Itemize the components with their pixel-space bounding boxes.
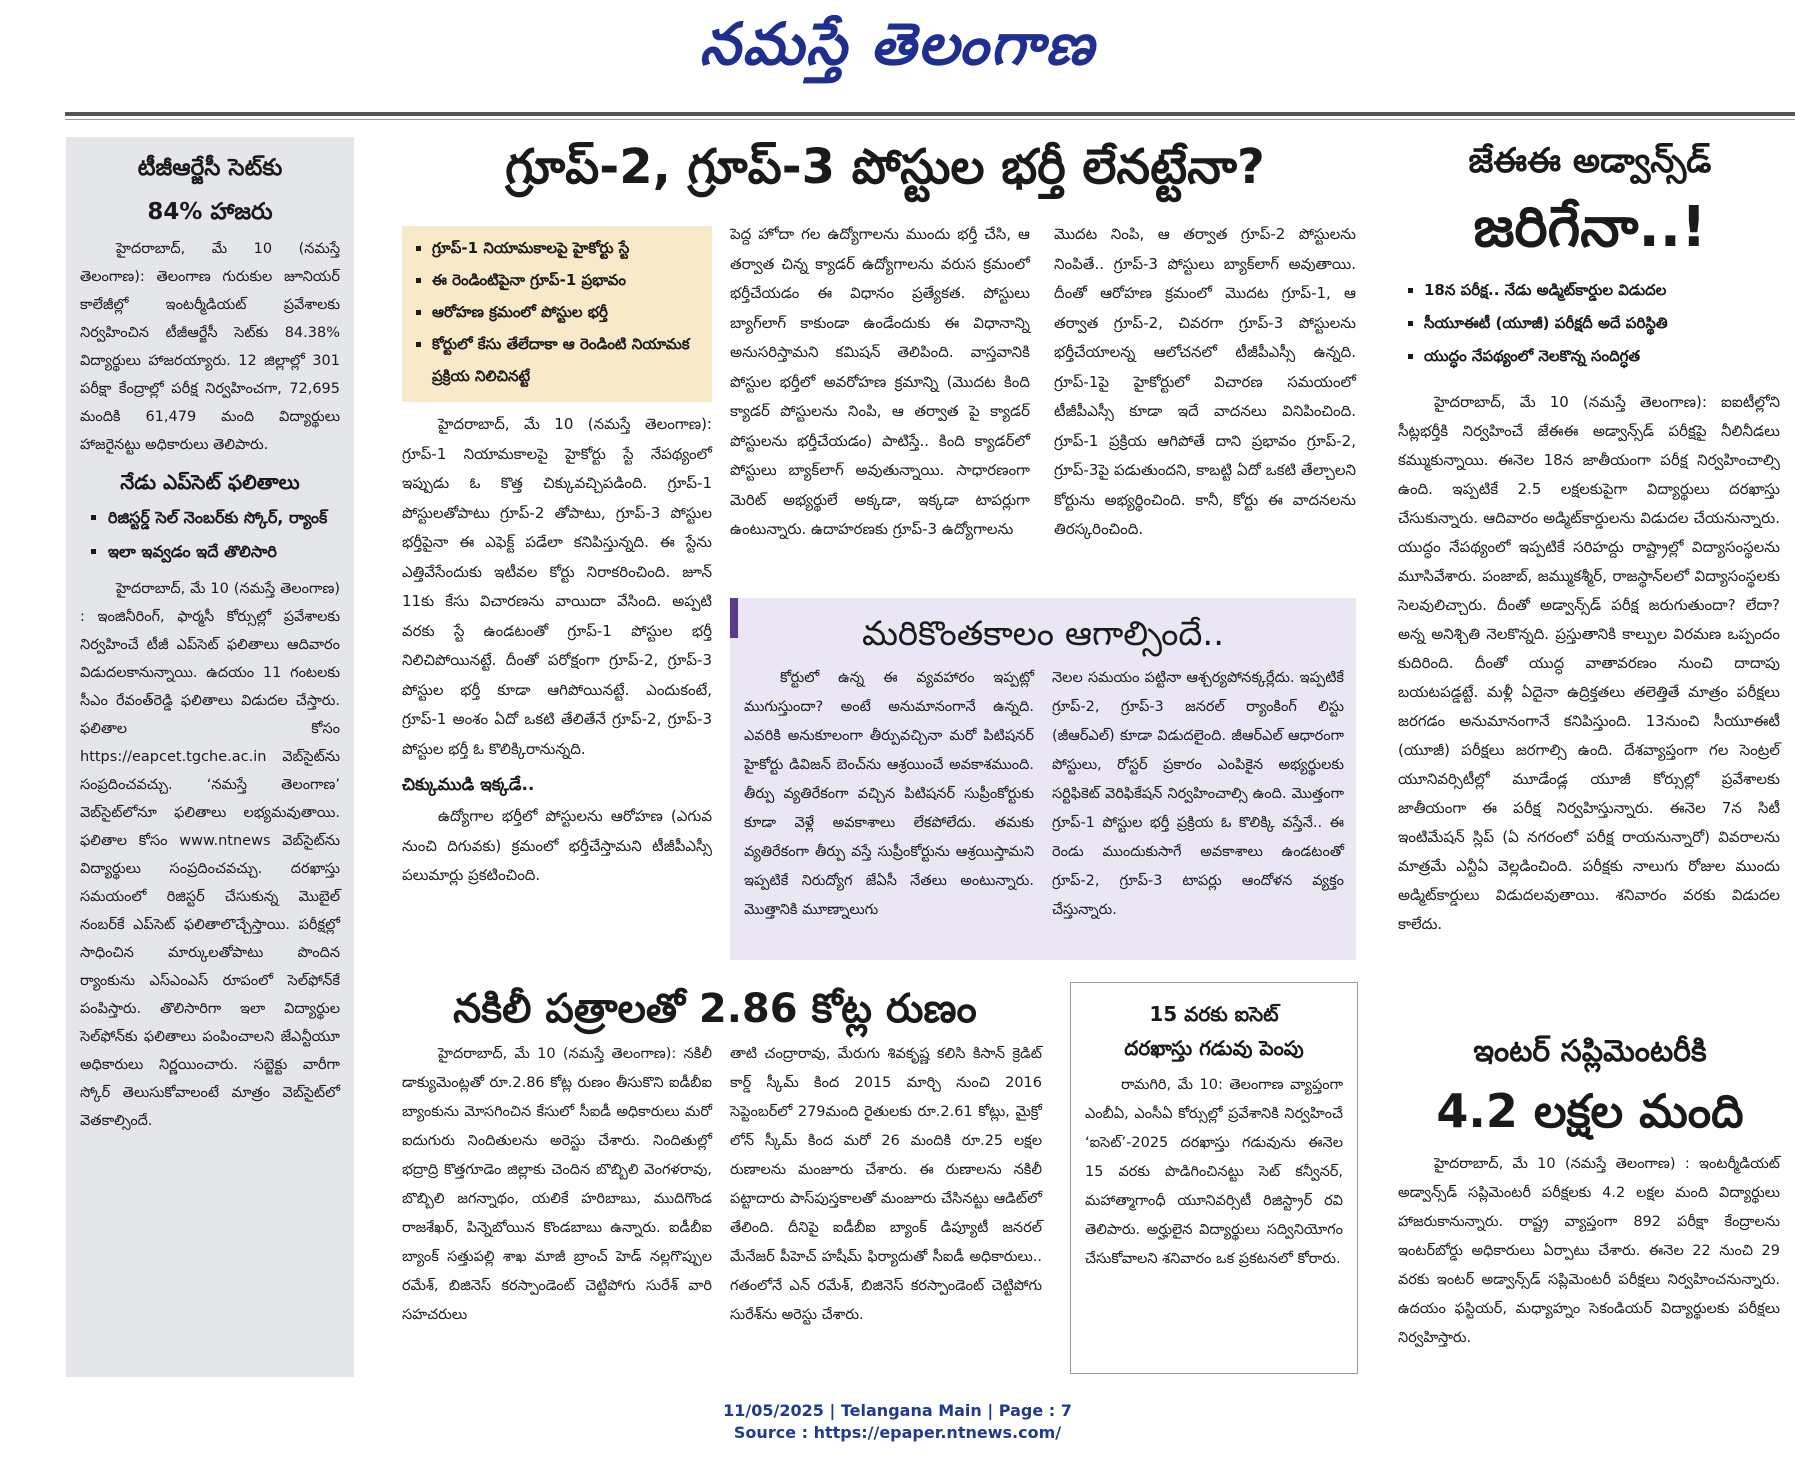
- jee-subheadline: జరిగేనా..!: [1473, 195, 1707, 260]
- loan-column-2: [730, 1040, 1042, 1334]
- sidebar-story1-body: హైదరాబాద్, మే 10 (నమస్తే తెలంగాణ): తెలంగాణ గురుకుల జూనియర్ కాలేజీల్లో ఇంటర్మీడియట్ ప్రవేశాలకు నిర్వహించిన టీజీఆర్జేసీ సెట్‌కు 84.38% విద్యార్థులు హాజరయ్యారు. 12 జిల్లాల్లో 301 పరీక్షా కేంద్రాల్లో పరీక్ష నిర్వహించగా, 72,695 మందికి 61,479 మంది విద్యార్థులు హాజరైనట్టు అధికారులు తెలిపారు.: [80, 241, 340, 453]
- main-column-1: [402, 410, 712, 895]
- sidebar-story2-bullets: [80, 501, 340, 569]
- box-headline: మరికొంతకాలం ఆగాల్సిందే..: [861, 614, 1225, 654]
- sidebar-panel: [66, 137, 354, 1377]
- inter-column: [1398, 1150, 1780, 1357]
- bullet-item: ▪ సీయూఈటీ (యూజీ) పరీక్షదీ అదే పరిస్థితి: [1424, 307, 1795, 340]
- loan-column-1: [402, 1040, 712, 1334]
- inter-body: హైదరాబాద్, మే 10 (నమస్తే తెలంగాణ) : ఇంటర్మీడియట్ అడ్వాన్స్‌డ్ సప్లిమెంటరీ పరీక్షలకు 4.2 లక్షల మంది విద్యార్థులు హాజరుకానున్నారు. రాష్ట్ర వ్యాప్తంగా 892 పరీక్షా కేంద్రాలను ఇంటర్‌బోర్డు అధికారులు ఏర్పాటు చేశారు. ఈనెల 22 నుంచి 29 వరకు ఇంటర్ అడ్వాన్స్‌డ్ సప్లిమెంటరీ పరీక్షలు నిర్వహించనున్నారు. ఉదయం ఫస్టియర్, మధ్యాహ్నం సెకండియర్ విద్యార్థులకు పరీక్షలు నిర్వహిస్తారు.: [1398, 1156, 1780, 1346]
- highlight-item: ▪ కోర్టులో కేసు తేలేదాకా ఆ రెండింటి నియామక ప్రక్రియ నిలిచినట్టే: [432, 328, 706, 392]
- bullet-item: ▪ ఇలా ఇవ్వడం ఇదే తొలిసారి: [108, 535, 340, 569]
- jee-headline: జేఈఈ అడ్వాన్స్‌డ్: [1468, 141, 1712, 181]
- main-column-3: [1054, 220, 1356, 549]
- jee-bullets: [1396, 274, 1795, 373]
- sidebar-story2-headline: నేడు ఎప్‌సెట్ ఫలితాలు: [120, 470, 300, 494]
- box-col2-body: నెలల సమయం పట్టినా ఆశ్చర్యపోనక్కర్లేదు. ఇప్పటికే గ్రూప్-2, గ్రూప్-3 జనరల్ ర్యాంకింగ్ లిస్టు (జీఆర్‌ఎల్) కూడా విడుదలైంది. జీఆర్‌ఎల్ ఆధారంగా పోస్టులు, రోస్టర్ ప్రకారం ఎంపికైన అభ్యర్థులకు సర్టిఫికెట్ వెరిఫికేషన్ నిర్వహించాల్సి ఉంది. మొత్తంగా గ్రూప్-1 పోస్టుల భర్తీ ప్రక్రియ ఓ కొలిక్కి వస్తేనే.. ఈ రెండు ముందుకుసాగే అవకాశాలు ఉండటంతో గ్రూప్-2, గ్రూప్-3 టాపర్లు ఆందోళన వ్యక్తం చేస్తున్నారు.: [1052, 670, 1344, 918]
- main-highlights-box: [402, 226, 712, 402]
- main-col3-body: మొదట నింపి, ఆ తర్వాత గ్రూప్-2 పోస్టులను నింపితే.. గ్రూప్-3 పోస్టులు బ్యాక్‌లాగ్ అవుతాయి. దీంతో ఆరోహణ క్రమంలో మొదట గ్రూప్-1, ఆ తర్వాత గ్రూప్-2, చివరగా గ్రూప్-3 పోస్టులను భర్తీచేయాలన్న ఆలోచనలో టీజీపీఎస్సీ ఉన్నది. గ్రూప్-1పై హైకోర్టులో విచారణ సమయంలో టీజీపీఎస్సీ కూడా ఇదే వాదనలు వినిపించింది. గ్రూప్-1 ప్రక్రియ ఆగిపోతే దాని ప్రభావం గ్రూప్-2, గ్రూప్-3పై పడుతుందని, కాబట్టి ఏదో ఒకటి తేల్చాలని కోర్టును అభ్యర్థించింది. కానీ, కోర్టు ఈ వాదనలను తిరస్కరించింది.: [1054, 225, 1356, 538]
- main-col1-subhead: చిక్కుముడి ఇక్కడే..: [402, 775, 535, 795]
- footer-date-line: 11/05/2025 | Telangana Main | Page : 7: [723, 1401, 1072, 1420]
- sidebar-story1-headline: టీజీఆర్జేసీ సెట్‌కు: [137, 155, 283, 181]
- icet-body: రామగిరి, మే 10: తెలంగాణ వ్యాప్తంగా ఎంబీఏ, ఎంసీఏ కోర్సుల్లో ప్రవేశానికి నిర్వహించే ‘ఐసెట్’-2025 దరఖాస్తు గడువును ఈనెల 15 వరకు పొడిగించినట్టు సెట్ కన్వీనర్, మహాత్మాగాంధీ యూనివర్సిటీ రిజిస్ట్రార్ రవి తెలిపారు. అర్హులైన విద్యార్థులు సద్వినియోగం చేసుకోవాలని శనివారం ఒక ప్రకటనలో కోరారు.: [1085, 1077, 1343, 1267]
- main-col1-body2: ఉద్యోగాల భర్తీలో పోస్టులను ఆరోహణ (ఎగువ నుంచి దిగువకు) క్రమంలో భర్తీచేస్తామని టీజీపీఎస్సీ పలుమార్లు ప్రకటించింది.: [402, 807, 712, 884]
- masthead-rule-thin: [65, 119, 1795, 120]
- inter-headline: ఇంటర్ సప్లిమెంటరీకి: [1473, 1034, 1707, 1069]
- main-col1-body: హైదరాబాద్, మే 10 (నమస్తే తెలంగాణ): గ్రూప్-1 నియామకాలపై హైకోర్టు స్టే నేపథ్యంలో ఇప్పుడు ఓ కొత్త చిక్కువచ్చిపడింది. గ్రూప్-1 పోస్టులతోపాటు గ్రూప్-2 తోపాటు, గ్రూప్-3 పోస్టుల భర్తీపైనా ఈ ఎఫెక్ట్ పడేలా కనిపిస్తున్నది. ఈ స్టేను ఎత్తివేసేందుకు ఇటీవల కోర్టు నిరాకరించింది. జూన్ 11కు కేసు విచారణను వాయిదా వేసింది. అప్పటి వరకు స్టే ఉండటంతో గ్రూప్-1 పోస్టుల భర్తీ నిలిచిపోయినట్టే. దీంతో పరోక్షంగా గ్రూప్-2, గ్రూప్-3 పోస్టుల భర్తీ కూడా ఆగిపోయినట్టే. ఎందుకంటే, గ్రూప్-1 అంశం ఏదో ఒకటి తేలితేనే గ్రూప్-2, గ్రూప్-3 పోస్టుల భర్తీ ఓ కొలిక్కిరానున్నది.: [402, 415, 712, 758]
- sidebar-box-wait: [730, 598, 1356, 960]
- icet-subheadline: దరఖాస్తు గడువు పెంపు: [1124, 1036, 1304, 1060]
- masthead-rule: [65, 112, 1795, 116]
- icet-box: [1070, 982, 1358, 1374]
- bullet-item: ▪ రిజిస్టర్డ్ సెల్ నెంబర్‌కు స్కోర్, ర్యాంక్: [108, 501, 340, 535]
- box-col1-body: కోర్టులో ఉన్న ఈ వ్యవహారం ఇప్పట్లో ముగుస్తుందా? అంటే అనుమానంగానే ఉన్నది. ఎవరికి అనుకూలంగా తీర్పువచ్చినా మరో పిటిషనర్ హైకోర్టు డివిజన్ బెంచ్‌ను ఆశ్రయించే అవకాశముంది. తీర్పు వ్యతిరేకంగా వచ్చిన పిటిషనర్ సుప్రీంకోర్టుకు కూడా వెళ్లే అవకాశాలు లేకపోలేదు. తమకు వ్యతిరేకంగా తీర్పు వస్తే సుప్రీంకోర్టును ఆశ్రయిస్తామని ఇప్పటికే నిరుద్యోగ జేఏసీ నేతలు అంటున్నారు. మొత్తానికి మూణ్నాలుగు: [744, 670, 1034, 918]
- highlight-item: ▪ గ్రూప్-1 నియామకాలపై హైకోర్టు స్టే: [432, 232, 706, 264]
- highlight-item: ▪ ఈ రెండింటిపైనా గ్రూప్-1 ప్రభావం: [432, 264, 706, 296]
- icet-headline: 15 వరకు ఐసెట్: [1149, 1002, 1279, 1026]
- main-headline: గ్రూప్-2, గ్రూప్-3 పోస్టుల భర్తీ లేనట్టేనా?: [505, 139, 1265, 195]
- main-column-2: [730, 220, 1030, 549]
- highlight-item: ▪ ఆరోహణ క్రమంలో పోస్టుల భర్తీ: [432, 296, 706, 328]
- loan-headline: నకిలీ పత్రాలతో 2.86 కోట్ల రుణం: [453, 986, 977, 1032]
- main-col2-body: పెద్ద హోదా గల ఉద్యోగాలను ముందు భర్తీ చేసి, ఆ తర్వాత చిన్న క్యాడర్ ఉద్యోగాలను వరుస క్రమంలో భర్తీచేయడం ఈ విధానం ప్రత్యేకత. పోస్టులు బ్యాగ్‌లాగ్ కాకుండా ఉండేందుకు ఈ విధానాన్ని అనుసరిస్తామని కమిషన్ తెలిపింది. వాస్తవానికి పోస్టుల భర్తీలో అవరోహణ క్రమాన్ని (మొదట కింది క్యాడర్ పోస్టులను నింపి, ఆ తర్వాత పై క్యాడర్ పోస్టులను భర్తీచేయడం) పాటిస్తే.. కింది క్యాడర్‌లో పోస్టులు బ్యాక్‌లాగ్ అవుతున్నాయి. సాధారణంగా మెరిట్ అభ్యర్థులే అక్కడా, ఇక్కడా టాపర్లుగా ఉంటున్నారు. ఉదాహరణకు గ్రూప్-3 ఉద్యోగాలను: [730, 225, 1030, 538]
- inter-subheadline: 4.2 లక్షల మంది: [1436, 1084, 1744, 1138]
- sidebar-story1-subheadline: 84% హాజరు: [147, 199, 273, 225]
- bullet-item: ▪ 18న పరీక్ష.. నేడు అడ్మిట్‌కార్డుల విడుదల: [1424, 274, 1795, 307]
- footer-source-line: Source : https://epaper.ntnews.com/: [733, 1423, 1062, 1442]
- jee-column: [1398, 388, 1780, 943]
- loan-col1-body: హైదరాబాద్, మే 10 (నమస్తే తెలంగాణ): నకిలీ డాక్యుమెంట్లతో రూ.2.86 కోట్ల రుణం తీసుకొని ఐడీబీఐ బ్యాంకును మోసగించిన కేసులో సీఐడీ అధికారులు మరో ఐదుగురు నిందితులను అరెస్టు చేశారు. నిందితుల్లో భద్రాద్రి కొత్తగూడెం జిల్లాకు చెందిన బొబ్బిలి వెంగళరావు, బొబ్బిలి జగన్నాథం, యలికే హరిబాబు, ముదిగొండ రాజశేఖర్, పిన్నెబోయిన కొండబాబు ఉన్నారు. ఐడీబీఐ బ్యాంక్ సత్తుపల్లి శాఖ మాజీ బ్రాంచ్ హెడ్ నల్లగొప్పుల రమేశ్, బిజినెస్ కరస్పాండెంట్ చెట్టిపోగు సురేశ్ వారి సహచరులు: [402, 1046, 712, 1323]
- sidebar-story2-body: హైదరాబాద్, మే 10 (నమస్తే తెలంగాణ) : ఇంజినీరింగ్, ఫార్మసీ కోర్సుల్లో ప్రవేశాలకు నిర్వహించే టీజీ ఎప్‌సెట్ ఫలితాలు ఆదివారం విడుదలకానున్నాయి. ఉదయం 11 గంటలకు సీఎం రేవంత్‌రెడ్డి ఫలితాలు విడుదల చేస్తారు. ఫలితాల కోసం https://eapcet.tgche.ac.in వెబ్‌సైట్‌ను సంప్రదించవచ్చు. ‘నమస్తే తెలంగాణ’ వెబ్‌సైట్‌లోనూ ఫలితాలు లభ్యమవుతాయి. ఫలితాల కోసం www.ntnews వెబ్‌సైట్‌ను విద్యార్థులు సంప్రదించవచ్చు. దరఖాస్తు సమయంలో రిజిస్టర్ చేసుకున్న మొబైల్ నంబర్‌కే ఎప్‌సెట్ ఫలితాలొచ్చేస్తాయి. పరీక్షల్లో సాధించిన మార్కులతోపాటు పొందిన ర్యాంకును ఎస్‌ఎంఎస్ రూపంలో సెల్‌ఫోన్‌కే పంపిస్తారు. తొలిసారిగా ఇలా విద్యార్థుల సెల్‌ఫోన్‌కు ఫలితాలు పంపించాలని జేఎన్టీయూ అధికారులు నిర్ణయించారు. సబ్జెక్టు వారీగా స్కోర్ తెలుసుకోవాలంటే మాత్రం వెబ్‌సైట్‌లో వెతకాల్సిందే.: [80, 581, 340, 1129]
- loan-col2-body: తాటి చంద్రారావు, మేరుగు శివకృష్ణ కలిసి కిసాన్ క్రెడిట్ కార్డ్ స్కీమ్ కింద 2015 మార్చి నుంచి 2016 సెప్టెంబర్‌లో 279మంది రైతులకు రూ.2.61 కోట్లు, మైక్రో లోన్ స్కీమ్ కింద మరో 26 మందికి రూ.25 లక్షల రుణాలను మంజూరు చేశారు. ఈ రుణాలను నకిలీ పట్టాదారు పాస్‌పుస్తకాలతో మంజూరు చేసినట్టు ఆడిట్‌లో తేలింది. దీనిపై ఐడీబీఐ బ్యాంక్ డిప్యూటీ జనరల్ మేనేజర్ పీహెచ్ హషీమ్ ఫిర్యాదుతో సీఐడీ అధికారులు.. గతంలోనే ఎన్ రమేశ్, బిజినెస్ కరస్పాండెంట్ చెట్టిపోగు సురేశ్‌ను అరెస్టు చేశారు.: [730, 1046, 1042, 1323]
- jee-body: హైదరాబాద్, మే 10 (నమస్తే తెలంగాణ): ఐఐటీల్లోని సీట్లభర్తీకి నిర్వహించే జేఈఈ అడ్వాన్స్‌డ్ పరీక్షపై నీలినీడలు కమ్ముకున్నాయి. ఈనెల 18న జాతీయంగా పరీక్ష నిర్వహించాల్సి ఉంది. ఇప్పటికే 2.5 లక్షలకుపైగా విద్యార్థులు దరఖాస్తు చేసుకున్నారు. ఆదివారం అడ్మిట్‌కార్డులను విడుదల చేయనున్నారు. యుద్ధం నేపథ్యంలో ఇప్పటికే సరిహద్దు రాష్ట్రాల్లో విద్యాసంస్థలను మూసివేశారు. పంజాబ్, జమ్ముకశ్మీర్, రాజస్థాన్‌లలో విద్యాసంస్థలకు సెలవులిచ్చారు. దీంతో అడ్వాన్స్‌డ్ పరీక్ష జరుగుతుందా? లేదా? అన్న అనిశ్చితి నెలకొన్నది. ప్రస్తుతానికి కాల్పుల విరమణ ఒప్పందం కుదిరింది. దీంతో యుద్ధ వాతావరణం నుంచి దాదాపు బయటపడ్డట్టే. మళ్లీ ఏదైనా ఉద్రిక్తతలు తలెత్తితే మాత్రం పరీక్షలు జరగడం అనుమానంగానే కనిపిస్తుంది. 13నుంచి సీయూఈటీ (యూజీ) పరీక్షలు జరగాల్సి ఉంది. దేశవ్యాప్తంగా గల సెంట్రల్ యూనివర్సిటీల్లో మూడేండ్ల యూజీ కోర్సుల్లో ప్రవేశాలకు జాతీయంగా ఈ పరీక్ష నిర్వహిస్తున్నారు. ఈనెల 7న సిటీ ఇంటిమేషన్ స్లిప్ (ఏ నగరంలో పరీక్ష రాయనున్నారో) వివరాలను మాత్రమే ఎన్టీఏ వెల్లడించింది. పరీక్షకు నాలుగు రోజుల ముందు అడ్మిట్‌కార్డులు విడుదలవుతాయి. శనివారం వరకు విడుదల కాలేదు.: [1398, 393, 1780, 933]
- bullet-item: ▪ యుద్ధం నేపథ్యంలో నెలకొన్న సందిగ్ధత: [1424, 340, 1795, 373]
- page-footer: [0, 1400, 1795, 1444]
- masthead-logo: నమస్తే తెలంగాణ: [699, 10, 1096, 78]
